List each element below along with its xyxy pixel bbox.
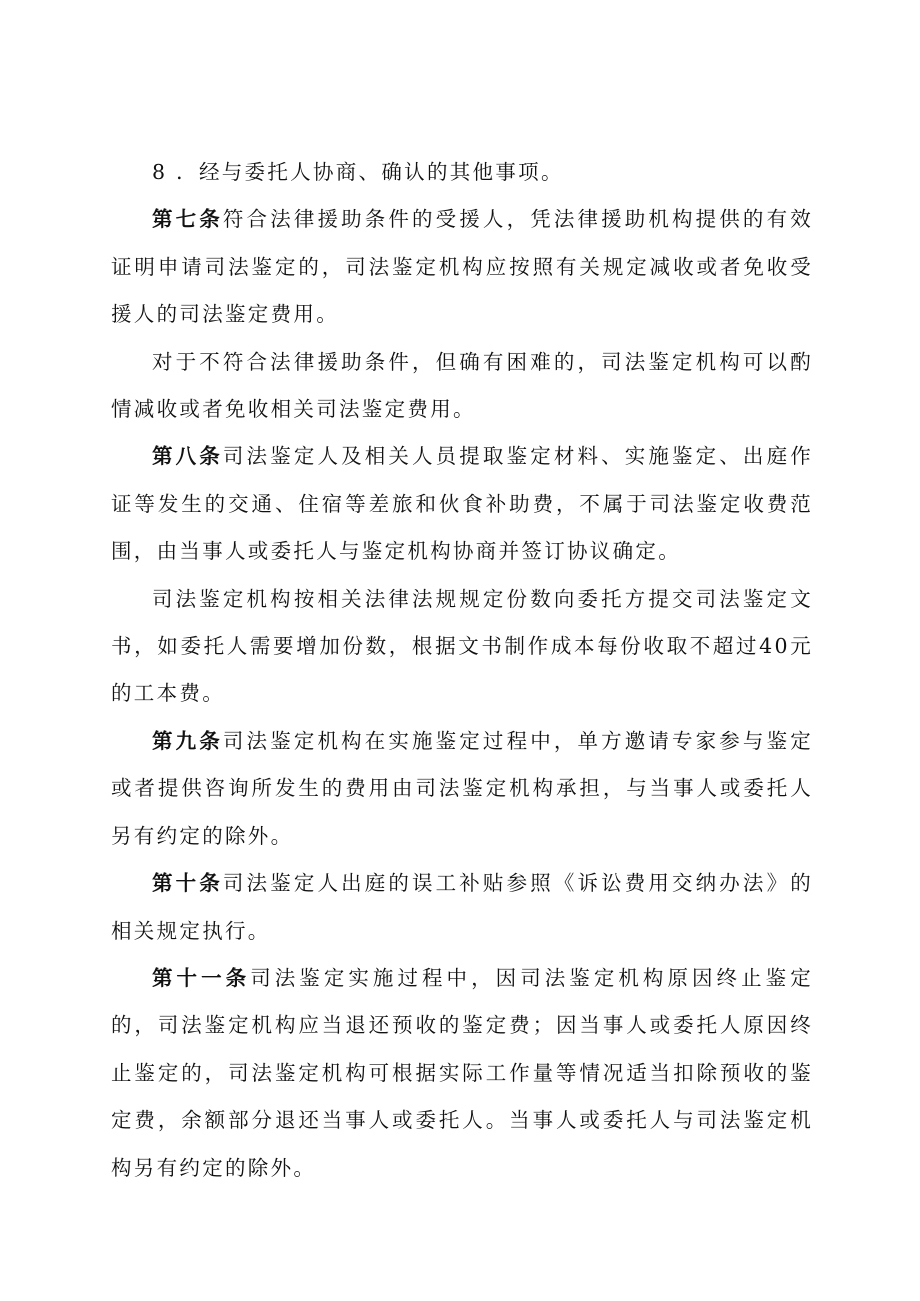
paragraph-text: 司法鉴定机构在实施鉴定过程中，单方邀请专家参与鉴定或者提供咨询所发生的费用由司法鉴定机构承担，与当事人或委托人另有约定的除外。	[111, 728, 814, 848]
article-10	[111, 860, 813, 955]
paragraph-text: 符合法律援助条件的受援人，凭法律援助机构提供的有效证明申请司法鉴定的，司法鉴定机构应按照有关规定减收或者免收受援人的司法鉴定费用。	[111, 207, 814, 327]
article-number: 第十一条	[152, 965, 251, 990]
article-number: 第十条	[152, 871, 223, 896]
article-number: 第八条	[152, 444, 223, 469]
document-body	[111, 149, 813, 1192]
paragraph-text: 司法鉴定机构按相关法律法规规定份数向委托方提交司法鉴定文书，如委托人需要增加份数，根据文书制作成本每份收取不超过40元的工本费。	[111, 586, 813, 706]
article-7-paragraph-2	[111, 339, 813, 434]
article-8	[111, 433, 813, 575]
paragraph-text: 8 ．经与委托人协商、确认的其他事项。	[152, 160, 564, 184]
paragraph-text: 司法鉴定人及相关人员提取鉴定材料、实施鉴定、出庭作证等发生的交通、住宿等差旅和伙食补助费，不属于司法鉴定收费范围，由当事人或委托人与鉴定机构协商并签订协议确定。	[111, 444, 814, 564]
paragraph-text: 司法鉴定人出庭的误工补贴参照《诉讼费用交纳办法》的相关规定执行。	[111, 871, 814, 943]
article-7	[111, 196, 813, 338]
article-number: 第七条	[152, 207, 223, 232]
article-8-paragraph-2	[111, 576, 813, 718]
paragraph-text: 对于不符合法律援助条件，但确有困难的，司法鉴定机构可以酌情减收或者免收相关司法鉴定费用。	[111, 349, 813, 422]
paragraph-text: 司法鉴定实施过程中，因司法鉴定机构原因终止鉴定的，司法鉴定机构应当退还预收的鉴定费；因当事人或委托人原因终止鉴定的，司法鉴定机构可根据实际工作量等情况适当扣除预收的鉴定费，余额部分退还当事人或委托人。当事人或委托人与司法鉴定机构另有约定的除外。	[111, 965, 813, 1180]
article-number: 第九条	[152, 728, 223, 753]
article-9	[111, 718, 813, 860]
article-11	[111, 955, 813, 1192]
paragraph-item-8	[111, 149, 813, 196]
